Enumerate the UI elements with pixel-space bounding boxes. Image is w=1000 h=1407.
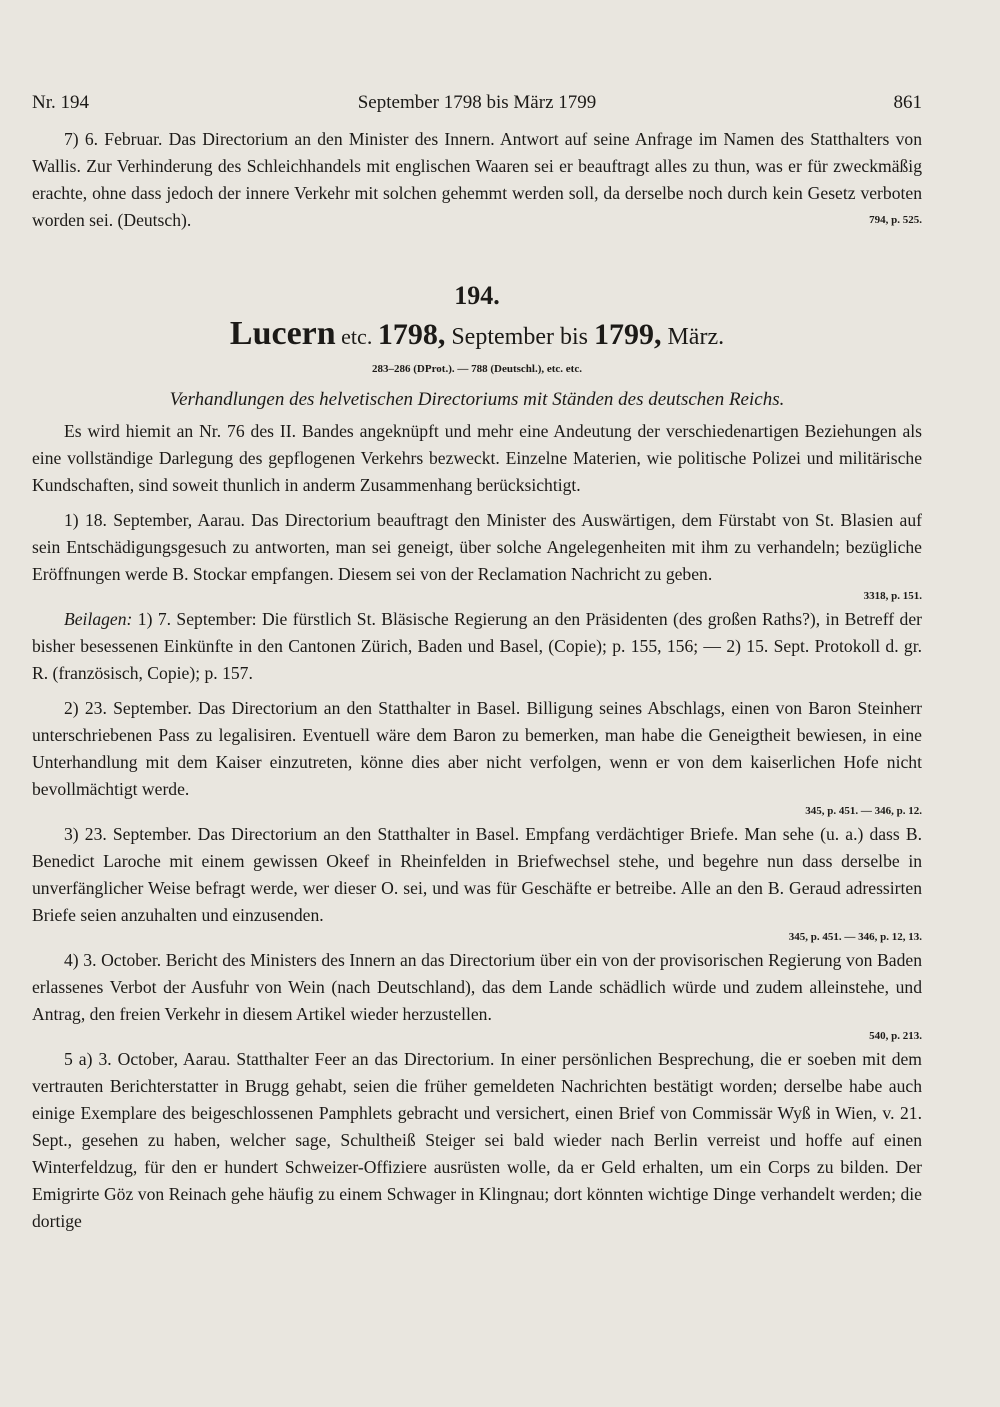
page-number: 861 xyxy=(893,92,922,113)
title-place: Lucern xyxy=(229,315,336,352)
title-year-from: 1798, xyxy=(377,318,446,351)
entry-text: 1) 18. September, Aarau. Das Directorium beauftragt den Minister des Auswärtigen, dem Fürstabt von St. Blasien auf sein Entschädigungsgesuch zu antworten, man sei geneigt, über solche Angelegenheiten mit ihm zu verhandeln; bezügliche Eröffnungen werde B. Stockar empfangen. Diesem sei von der Reclamation Nachricht zu geben. xyxy=(32,510,922,584)
title-etc: etc. xyxy=(335,324,378,349)
top-paragraph-ref: 794, p. 525. xyxy=(869,214,922,226)
intro-paragraph: Es wird hiemit an Nr. 76 des II. Bandes angeknüpft und mehr eine Andeutung der verschiedenartigen Beziehungen als eine vollständige Darlegung des gepflogenen Verkehrs bezweckt. Einzelne Materien, wie politische Polizei und militärische Kundschaften, sind soweit thunlich in anderm Zusammenhang berücksichtigt. xyxy=(32,421,922,495)
entry-text: 5 a) 3. October, Aarau. Statthalter Feer an das Directorium. In einer persönlichen Besprechung, die er soeben mit dem vertrauten Berichterstatter in Brugg gehabt, seien die früher gemeldeten Nachrichten bestätigt worden; derselbe habe auch einige Exemplare des beigeschlossenen Pamphlets gebracht und versichert, einen Brief von Commissär Wyß in Wien, v. 21. Sept., gesehen zu haben, welcher sage, Schultheiß Steiger sei bald wieder nach Berlin verreist und hoffe auf einen Winterfeldzug, für den er hundert Schweizer-Offiziere ausrüsten wolle, da er Geld erhalten, um ein Corps zu bilden. Der Emigrirte Göz von Reinach gehe häufig zu einem Schwager in Klingnau; dort könnten wichtige Dinge verhandelt werden; die dortige xyxy=(32,1049,922,1231)
document-number: 194. xyxy=(454,281,500,310)
header-date-range: September 1798 bis März 1799 xyxy=(357,92,597,113)
entry-4 xyxy=(32,947,922,1028)
top-paragraph-text: 7) 6. Februar. Das Directorium an den Minister des Innern. Antwort auf seine Anfrage im Namen des Statthalters von Wallis. Zur Verhinderung des Schleichhandels mit englischen Waaren sei er beauftragt alles zu thun, was er für zweckmäßig erachte, ohne dass jedoch der innere Verkehr mit solchen gehemmt werden soll, da derselbe noch durch kein Gesetz verboten worden sei. (Deutsch). xyxy=(32,129,922,230)
entry-2 xyxy=(32,695,922,803)
title-month-from: September bis xyxy=(445,324,594,350)
document-sources: 283–286 (DProt.). — 788 (Deutschl.), etc. etc. xyxy=(372,363,582,375)
entry-ref: 345, p. 451. — 346, p. 12. xyxy=(805,805,922,817)
title-month-to: März. xyxy=(661,324,725,350)
entry-5a xyxy=(32,1046,922,1235)
running-header xyxy=(32,92,922,118)
top-paragraph xyxy=(32,126,922,234)
entry-text: 1) 7. September: Die fürstlich St. Bläsische Regierung an den Präsidenten (des großen Raths?), in Betreff der bisher besessenen Einkünfte in den Cantonen Zürich, Baden und Basel, (Copie); p. 155, 156; — 2) 15. Sept. Protokoll d. gr. R. (französisch, Copie); p. 157. xyxy=(32,609,922,683)
document-title xyxy=(32,314,922,358)
entry-1 xyxy=(32,507,922,588)
page-body xyxy=(32,126,922,1235)
document-summary: Verhandlungen des helvetischen Directoriums mit Ständen des deutschen Reichs. xyxy=(169,389,785,410)
entry-ref: 540, p. 213. xyxy=(869,1030,922,1042)
entry-3 xyxy=(32,821,922,929)
entry-text: 4) 3. October. Bericht des Ministers des Innern an das Directorium über ein von der provisorischen Regierung von Baden erlassenes Verbot der Ausfuhr von Wein (nach Deutschland), das dem Lande schädlich würde und zudem alleinstehe, und Antrag, den freien Verkehr in diesem Artikel wieder herzustellen. xyxy=(32,950,922,1024)
entry-ref: 345, p. 451. — 346, p. 12, 13. xyxy=(788,931,922,943)
entry-ref: 3318, p. 151. xyxy=(863,590,922,602)
header-number: Nr. 194 xyxy=(32,92,89,113)
entry-beilagen xyxy=(32,606,922,687)
entry-lead: Beilagen: xyxy=(64,609,133,629)
entry-text: 3) 23. September. Das Directorium an den Statthalter in Basel. Empfang verdächtiger Briefe. Man sehe (u. a.) dass B. Benedict Laroche mit einem gewissen Okeef in Rheinfelden in Briefwechsel stehe, und begehre nun dass derselbe in unverfänglicher Weise befragt werde, wer dieser O. sei, und was für Geschäfte er betreibe. Alle an den B. Geraud adressirten Briefe seien anzuhalten und einzusenden. xyxy=(32,824,922,925)
title-year-to: 1799, xyxy=(593,318,662,351)
entry-text: 2) 23. September. Das Directorium an den Statthalter in Basel. Billigung seines Abschlags, einen von Baron Steinherr unterschriebenen Pass zu legalisiren. Eventuell wäre dem Baron zu bemerken, man habe die Geneigtheit bewiesen, in eine Unterhandlung mit dem Kaiser einzutreten, könne dies aber nicht verfolgen, wenn er von dem kaiserlichen Hofe nicht bevollmächtigt werde. xyxy=(32,698,922,799)
